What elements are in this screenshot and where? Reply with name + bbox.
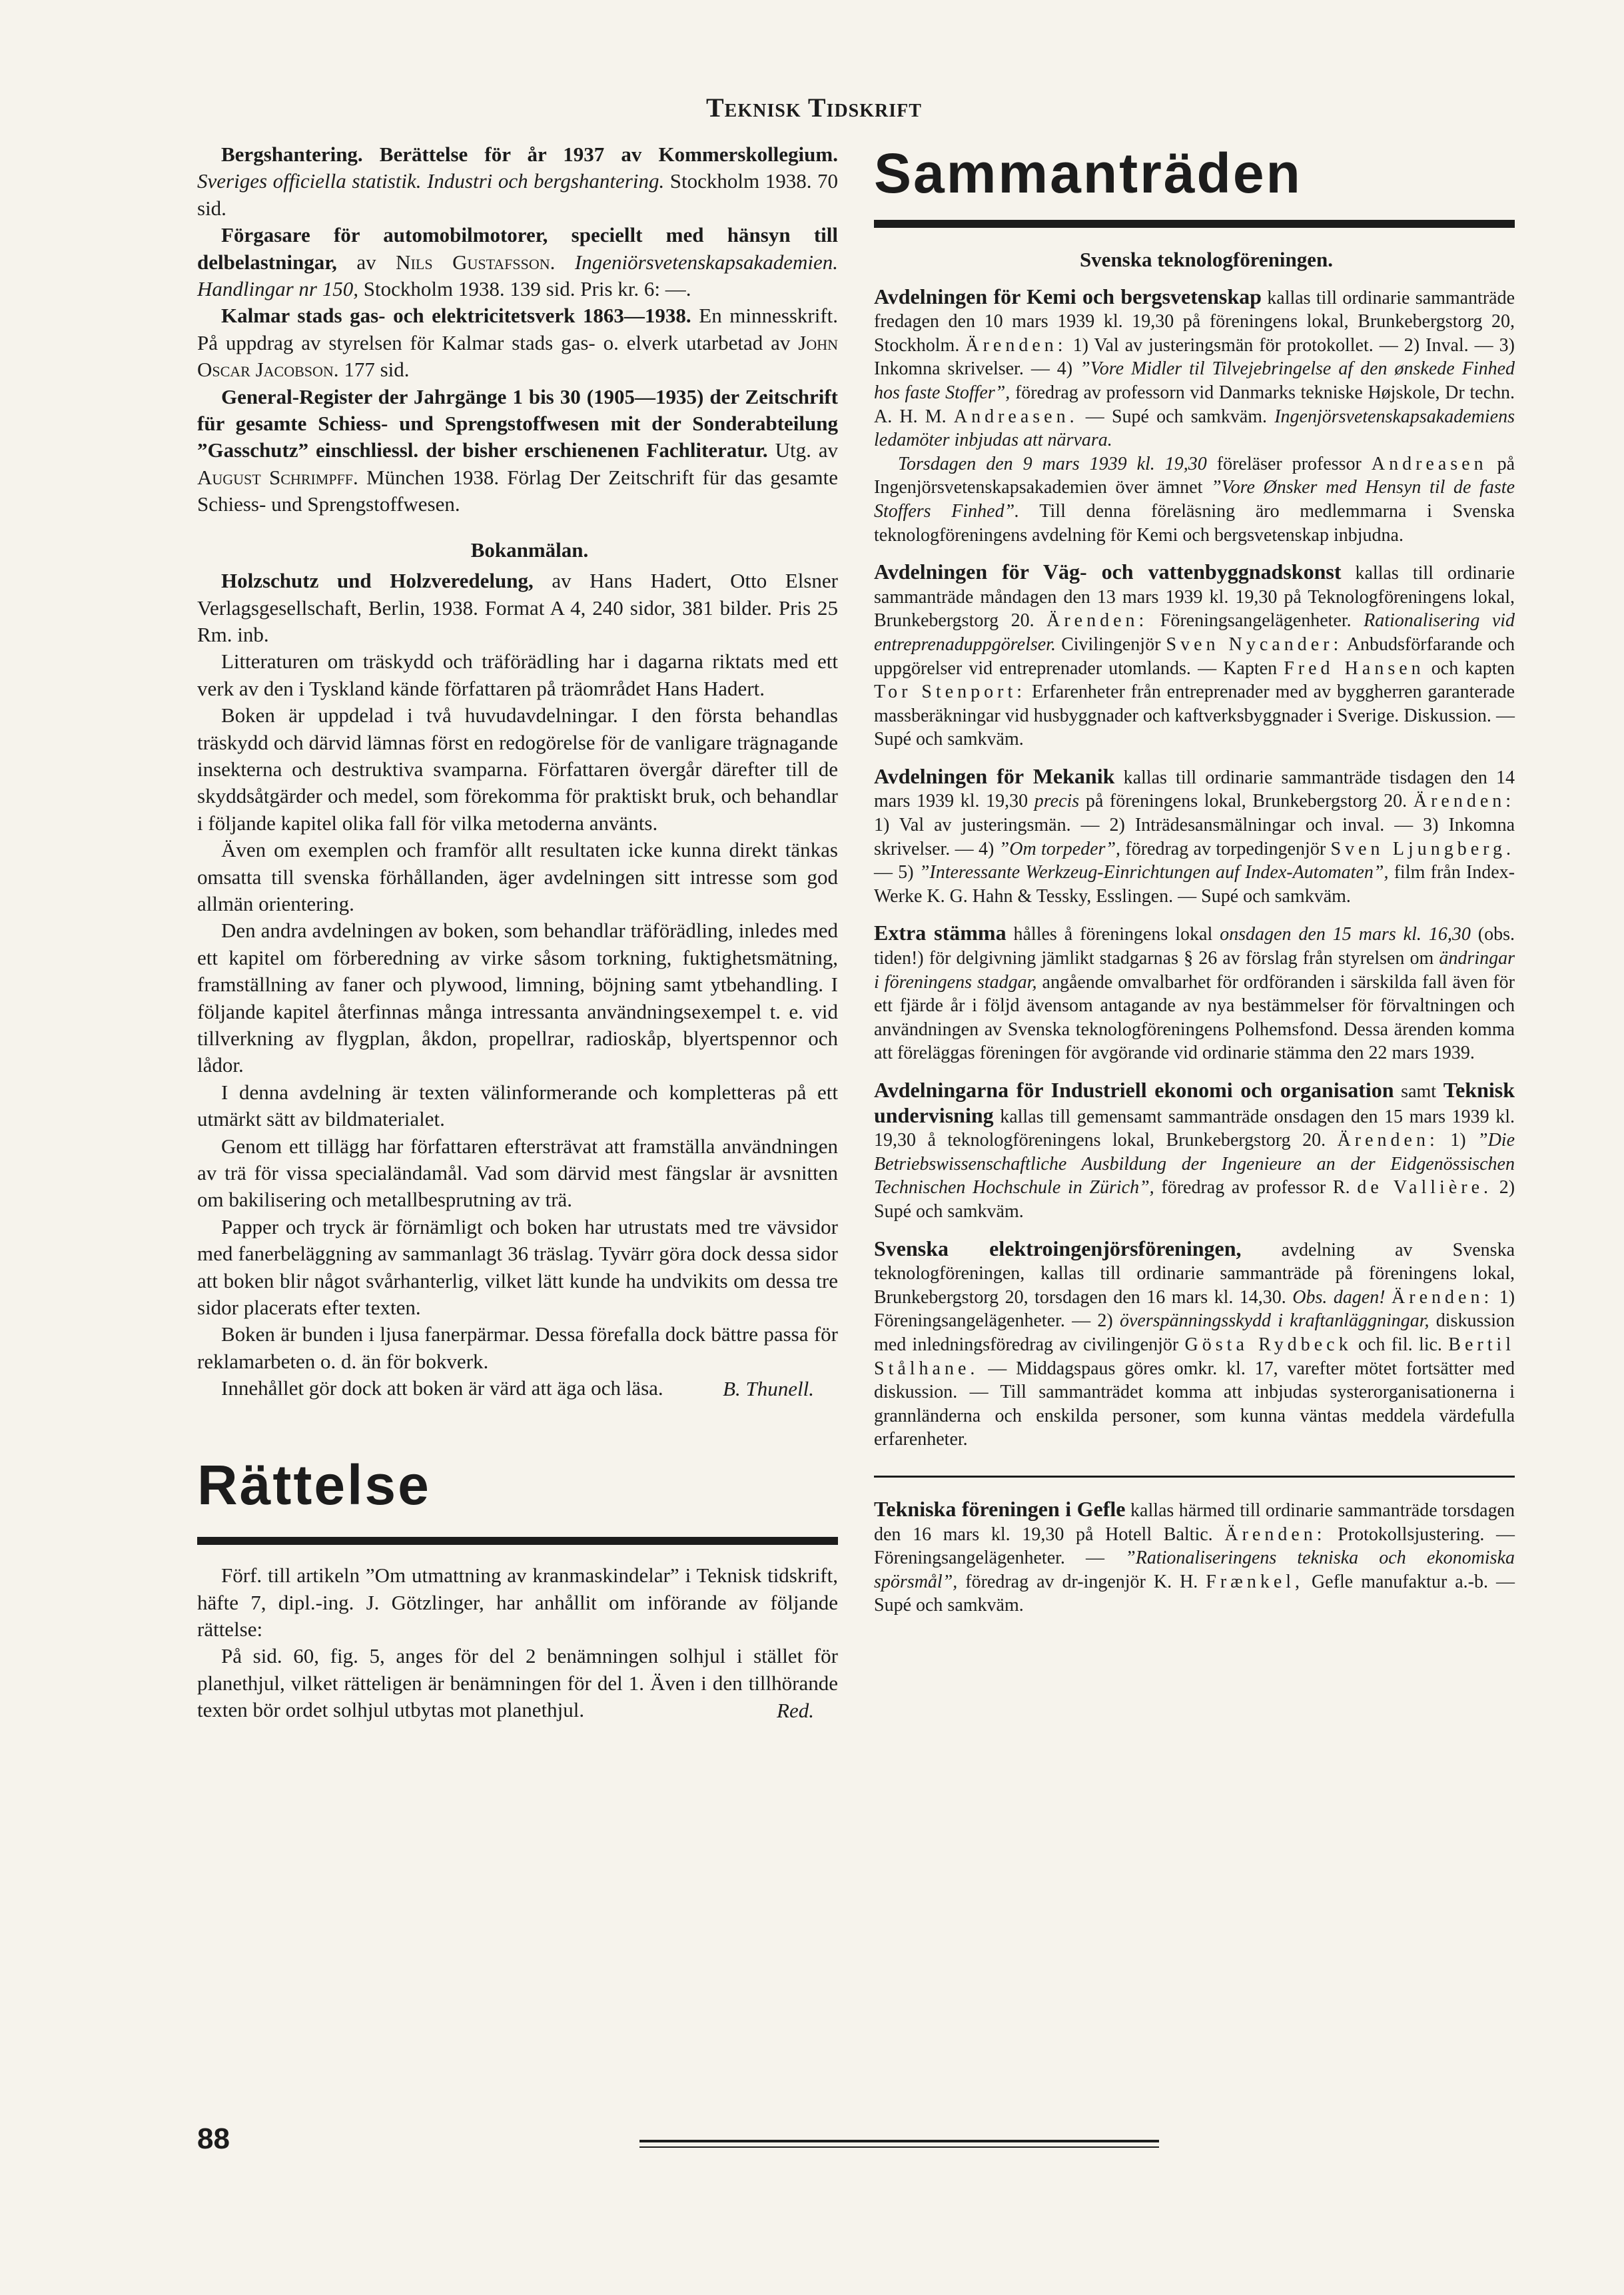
- notice-gefle: Tekniska föreningen i Gefle kallas härmed till ordinarie sammanträde torsdagen den 16 mars kl. 19,30 på Hotell Baltic. Ärenden: Protokollsjustering. — Föreningsangelägenheter. — ”Rationaliseringens tekniska och ekonomiska spörsmål”, föredrag av dr-ingenjör K. H. Frænkel, Gefle manufaktur a.-b. — Supé och samkväm.: [874, 1496, 1515, 1616]
- review-paragraph: Innehållet gör dock att boken är värd att äga och läsa.: [221, 1376, 663, 1400]
- section-divider: [874, 1476, 1515, 1478]
- correction-section: [197, 1452, 838, 1724]
- notice-kemi-title: Avdelningen för Kemi och bergsvetenskap: [874, 284, 1262, 308]
- publication-entry: General-Register der Jahrgänge 1 bis 30 (1905—1935) der Zeitschrift für gesamte Schiess- und Sprengstoffwesen mit der Sonderabteilung ”Gasschutz” einschliessl. der bisher erschienenen Fachliteratur. Utg. av August Schrimpff. München 1938. Förlag Der Zeitschrift für das gesamte Schiess- und Sprengstoffwesen.: [197, 384, 839, 516]
- meetings-heading: Sammanträden: [874, 142, 1302, 205]
- notice-mekanik: Avdelningen för Mekanik kallas till ordinarie sammanträde tisdagen den 14 mars 1939 kl. 19,30 precis på föreningens lokal, Brunkebergstorg 20. Ärenden: 1) Val av justeringsmän. — 2) Inträdesansmälningar och inval. — 3) Inkomna skrivelser. — 4) ”Om torpeder”, föredrag av torpedingenjör Sven Ljungberg. — 5) ”Interessante Werkzeug-Einrichtungen auf Index-Automaten”, film från Index-Werke K. G. Hahn & Tessky, Esslingen. — Supé och samkväm.: [874, 763, 1515, 907]
- correction-rule: [197, 1537, 838, 1545]
- notice-mekanik-title: Avdelningen för Mekanik: [874, 763, 1115, 788]
- footer-rule-thin: [639, 2146, 1159, 2148]
- review-heading: Bokanmälan.: [470, 538, 589, 562]
- notice-vag-title: Avdelningen för Väg- och vattenbyggnadskonst: [874, 560, 1342, 584]
- notice-elektro: Svenska elektroingenjörsföreningen, avdelning av Svenska teknologföreningen, kallas till ordinarie sammanträde på föreningens lokal, Brunkebergstorg 20, torsdagen den 16 mars kl. 14,30. Obs. dagen! Ärenden: 1) Föreningsangelägenheter. — 2) överspänningsskydd i kraftanläggningar, diskussion med inledningsföredrag av civilingenjör Gösta Rydbeck och fil. lic. Bertil Stålhane. — Middagspaus göres omkr. kl. 17, varefter mötet fortsätter med diskussion. — Till sammanträdet komma att inbjudas systerorganisationerna i grannländerna och enskilda personer, som kunna väntas meddela värdefulla erfarenheter.: [874, 1236, 1515, 1450]
- review-paragraph: Litteraturen om träskydd och träförädling har i dagarna riktats med ett verk av den i Tyskland kände författaren på träområdet Hans Hadert.: [197, 650, 838, 700]
- review-paragraph: Även om exemplen och framför allt resultaten icke kunna direkt tänkas omsatta till svenska förhållanden, äger avdelningen sitt intresse som god allmän orientering.: [197, 838, 838, 915]
- correction-signature: Red.: [777, 1698, 814, 1722]
- left-column: [197, 141, 838, 1724]
- notice-elektro-title: Svenska elektroingenjörsföreningen,: [874, 1236, 1242, 1260]
- running-head: Teknisk Tidskrift: [706, 93, 922, 123]
- review-paragraph: Boken är uppdelad i två huvudavdelningar. I den första behandlas träskydd och därvid lämnas först en redogörelse för de vanligare trägnagande insekterna och destruktiva svamparna. Författaren övergår därefter till de skyddsåtgärder och medel, som förekomma för praktiskt bruk, och behandlar i följande kapitel olika fall för vilka metoderna använts.: [197, 703, 838, 835]
- notice-kemi: Avdelningen för Kemi och bergsvetenskap kallas till ordinarie sammanträde fredagen den 10 mars 1939 kl. 19,30 på föreningens lokal, Brunkebergstorg 20, Stockholm. Ärenden: 1) Val av justeringsmän för protokollet. — 2) Inval. — 3) Inkomna skrivelser. — 4) ”Vore Midler til Tilvejebringelse af den ønskede Finhed hos faste Stoffer”, föredrag av professorn vid Danmarks tekniske Højskole, Dr techn. A. H. M. Andreasen. — Supé och samkväm. Ingenjörsvetenskapsakademiens ledamöter inbjudas att närvara. Torsdagen den 9 mars 1939 kl. 19,30 föreläser professor Andreasen på Ingenjörsvetenskapsakademien över ämnet ”Vore Ønsker med Hensyn til de faste Stoffers Finhed”. Till denna föreläsning äro medlemmarna i Svenska teknologföreningens avdelning för Kemi och bergsvetenskap inbjudna.: [874, 284, 1515, 546]
- society-heading: Svenska teknologföreningen.: [1079, 248, 1334, 271]
- review-signature: B. Thunell.: [723, 1376, 814, 1400]
- footer-rule: [639, 2140, 1159, 2142]
- meetings-rule: [874, 220, 1515, 228]
- notice-gefle-title: Tekniska föreningen i Gefle: [874, 1496, 1126, 1521]
- publication-entry: Förgasare för automobilmotorer, speciellt med hänsyn till delbelastningar, av Nils Gustafsson. Ingeniörsvetenskapsakademien. Handlingar nr 150, Stockholm 1938. 139 sid. Pris kr. 6: —.: [197, 223, 839, 301]
- correction-paragraph: På sid. 60, fig. 5, anges för del 2 benämningen solhjul i stället för planethjul, vilket rätteligen är benämningen för del 1. Även i den tillhörande texten bör ordet solhjul utbytas mot planethjul.: [197, 1644, 838, 1722]
- notice-extra-title: Extra stämma: [874, 921, 1007, 945]
- review-paragraph: I denna avdelning är texten välinformerande och kompletteras på ett utmärkt sätt av bildmaterialet.: [197, 1080, 838, 1131]
- notice-extra-stamma: Extra stämma hålles å föreningens lokal onsdagen den 15 mars kl. 16,30 (obs. tiden!) för delgivning jämlikt stadgarnas § 26 av förslag från styrelsen om ändringar i föreningens stadgar, angående omvalbarhet för ordföranden i särskilda fall även för ett fjärde år i följd ävensom antagande av nya bestämmelser för förvaltningen och användningen av Svenska teknologföreningens Polhemsfond. Dessa ärenden komma att föreläggas föreningen för avgörande vid ordinarie stämma den 22 mars 1939.: [874, 921, 1515, 1064]
- review-paragraph: Boken är bunden i ljusa fanerpärmar. Dessa förefalla dock bättre passa för reklamarbeten o. d. än för bokverk.: [197, 1322, 838, 1373]
- notice-vag-vatten: Avdelningen för Väg- och vattenbyggnadskonst kallas till ordinarie sammanträde måndagen den 13 mars 1939 kl. 19,30 på Teknologföreningens lokal, Brunkebergstorg 20. Ärenden: Föreningsangelägenheter. Rationalisering vid entreprenaduppgörelser. Civilingenjör Sven Nycander: Anbudsförfarande och uppgörelser vid entreprenader utomlands. — Kapten Fred Hansen och kapten Tor Stenport: Erfarenheter från entreprenader med av byggherren garanterade massberäkningar vid husbyggnader och kaftverksbyggnader i Sverige. Diskussion. — Supé och samkväm.: [874, 560, 1515, 750]
- notice-industriell: Avdelningarna för Industriell ekonomi och organisation samt Teknisk undervisning kallas till gemensamt sammanträde onsdagen den 15 mars 1939 kl. 19,30 å teknologföreningens lokal, Brunkebergstorg 20. Ärenden: 1) ”Die Betriebswissenschaftliche Ausbildung der Ingenieure an der Eidgenössischen Technischen Hochschule in Zürich”, föredrag av professor R. de Vallière. 2) Supé och samkväm.: [874, 1078, 1515, 1222]
- review-book-title: Holzschutz und Holzveredelung,: [221, 569, 534, 593]
- publication-entry: Bergshantering. Berättelse för år 1937 av Kommerskollegium. Sveriges officiella statistik. Industri och bergshantering. Stockholm 1938. 70 sid.: [197, 143, 839, 220]
- publication-list: [197, 141, 838, 518]
- correction-paragraph: Förf. till artikeln ”Om utmattning av kranmaskindelar” i Teknisk tidskrift, häfte 7, dipl.-ing. J. Götzlinger, har anhållit om införande av följande rättelse:: [197, 1564, 838, 1641]
- notice-industriell-title: Avdelningarna för Industriell ekonomi och organisation: [874, 1078, 1394, 1102]
- review-paragraph: Papper och tryck är förnämligt och boken har utrustats med tre vävsidor med fanerbeläggning av sammanlagt 36 träslag. Tyvärr göra dock dessa sidor att boken blir något svårhanterlig, vilket lätt kunde ha undvikits om dessa tre sidor placerats efter texten.: [197, 1214, 838, 1320]
- page-number: 88: [197, 2122, 230, 2155]
- review-paragraph: Den andra avdelningen av boken, som behandlar träförädling, inledes med ett kapitel om förberedning av virke såsom torkning, fuktighetsmätning, framställning av faner och plywood, limning, böjning samt ytbehandling. I följande kapitel återfinnas många intressanta användningsexempel t. e. vid tillverkning av flygplan, åkdon, propellrar, radioskåp, blyertspennor och lådor.: [197, 919, 838, 1077]
- review-body: [197, 648, 838, 1402]
- review-intro: [197, 568, 838, 648]
- correction-heading: Rättelse: [197, 1454, 431, 1517]
- review-book-details: av Hans Hadert, Otto Elsner Verlagsgesellschaft, Berlin, 1938. Format A 4, 240 sidor, 381 bilder. Pris 25 Rm. inb.: [197, 569, 838, 646]
- right-column: [874, 141, 1515, 1617]
- review-paragraph: Genom ett tillägg har författaren eftersträvat att framställa användningen av trä för vissa specialändamål. Vad som därvid mest fängslar är avsnitten om bakilisering och metallbesprutning av trä.: [197, 1134, 838, 1212]
- publication-entry: Kalmar stads gas- och elektricitetsverk 1863—1938. En minnesskrift. På uppdrag av styrelsen för Kalmar stads gas- o. elverk utarbetad av John Oscar Jacobson. 177 sid.: [197, 304, 839, 382]
